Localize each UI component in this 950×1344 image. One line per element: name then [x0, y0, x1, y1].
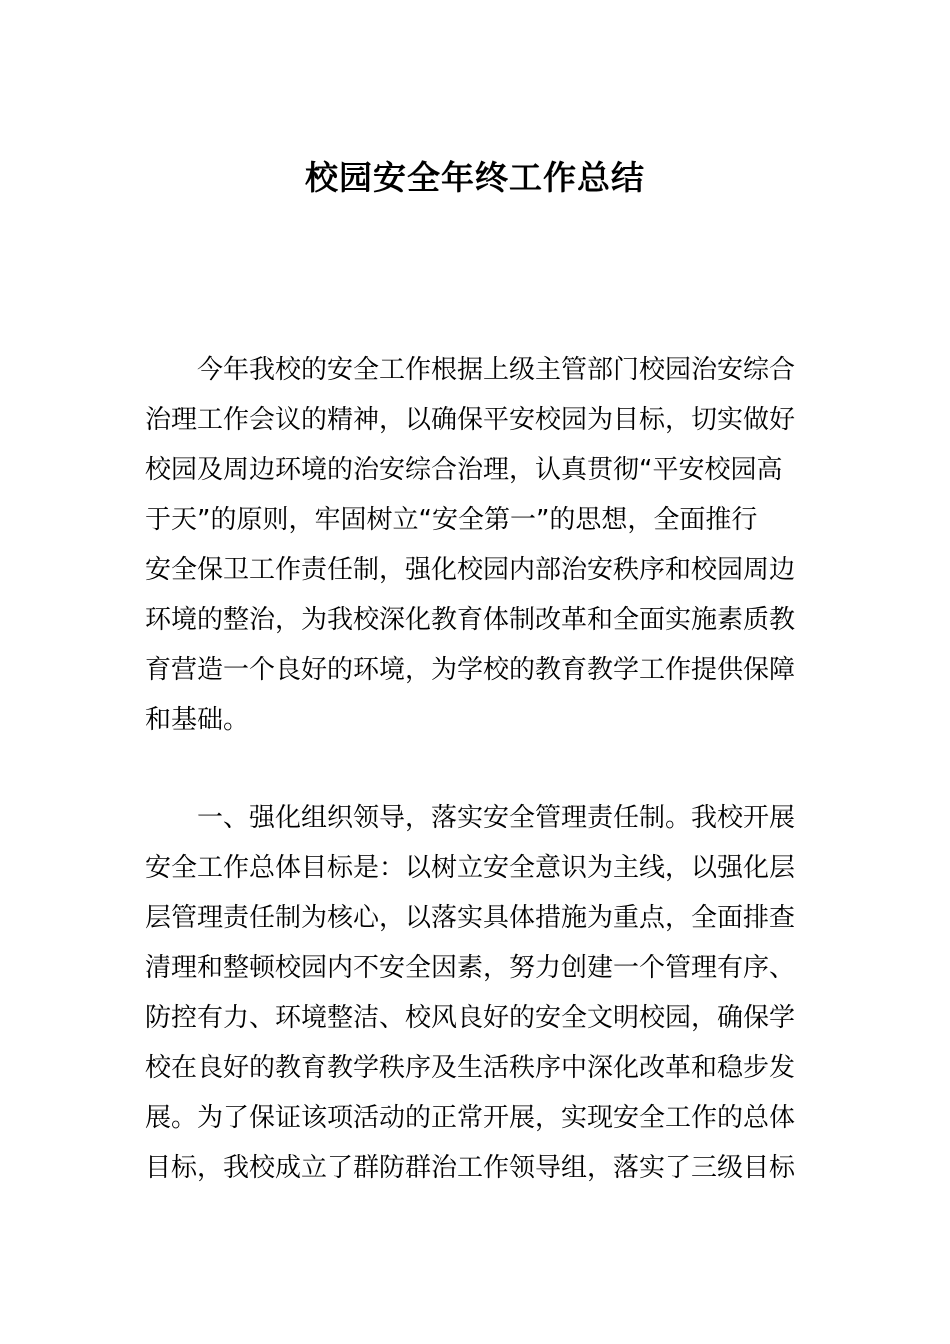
- paragraph-line: 一、强化组织领导，落实安全管理责任制。我校开展: [197, 803, 796, 833]
- paragraph-line: 目标，我校成立了群防群治工作领导组，落实了三级目标: [145, 1153, 796, 1183]
- paragraph-section-one: [145, 793, 809, 1193]
- document-title: 校园安全年终工作总结: [305, 158, 645, 197]
- paragraph-line: 层管理责任制为核心，以落实具体措施为重点，全面排查: [145, 903, 796, 933]
- paragraph-line: 安全工作总体目标是：以树立安全意识为主线，以强化层: [145, 853, 796, 883]
- paragraph-intro: [145, 345, 809, 745]
- paragraph-line: 环境的整治，为我校深化教育体制改革和全面实施素质教: [145, 605, 796, 635]
- paragraph-line: 今年我校的安全工作根据上级主管部门校园治安综合: [197, 355, 796, 385]
- paragraph-line: 于天”的原则，牢固树立“安全第一”的思想，全面推行: [145, 505, 758, 535]
- paragraph-line: 展。为了保证该项活动的正常开展，实现安全工作的总体: [145, 1103, 796, 1133]
- paragraph-line: 和基础。: [145, 705, 250, 735]
- paragraph-line: 校在良好的教育教学秩序及生活秩序中深化改革和稳步发: [145, 1053, 796, 1083]
- paragraph-line: 防控有力、环境整洁、校风良好的安全文明校园，确保学: [145, 1003, 796, 1033]
- paragraph-line: 清理和整顿校园内不安全因素，努力创建一个管理有序、: [145, 953, 796, 983]
- paragraph-line: 育营造一个良好的环境，为学校的教育教学工作提供保障: [145, 655, 796, 685]
- paragraph-line: 安全保卫工作责任制，强化校园内部治安秩序和校园周边: [145, 555, 796, 585]
- paragraph-line: 校园及周边环境的治安综合治理，认真贯彻“平安校园高: [145, 455, 783, 485]
- paragraph-line: 治理工作会议的精神，以确保平安校园为目标，切实做好: [145, 405, 796, 435]
